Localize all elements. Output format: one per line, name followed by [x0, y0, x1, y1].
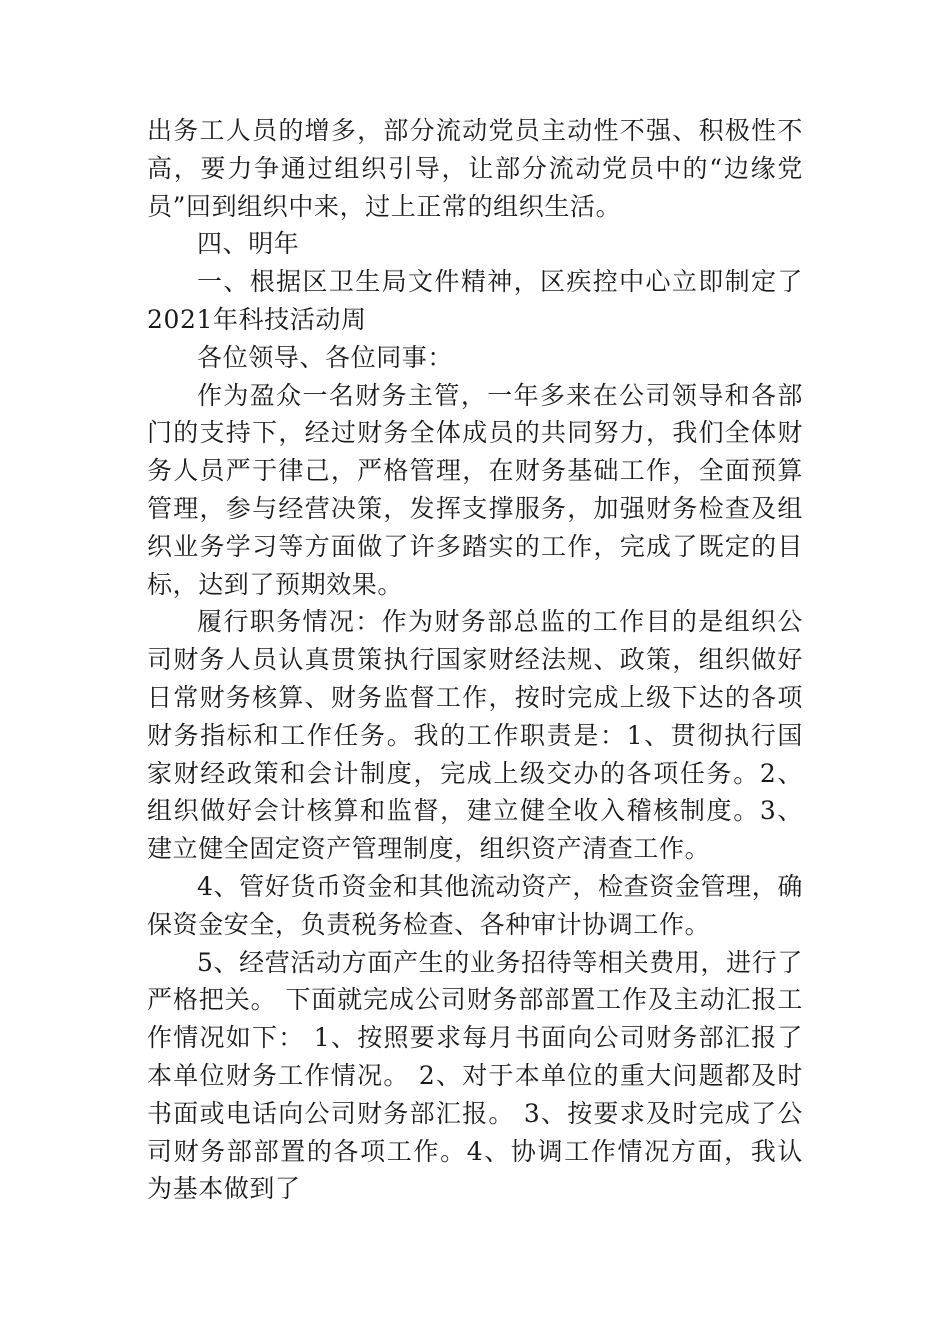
paragraph-4: 各位领导、各位同事： [197, 342, 454, 372]
paragraph-8: 5、经营活动方面产生的业务招待等相关费用，进行了严格把关。 下面就完成公司财务部部置工作及主动汇报工作情况如下： 1、按照要求每月书面向公司财务部汇报了本单位财务工作情况。 2、对于本单位的重大问题都及时书面或电话向公司财务部汇报。 3、按要求及时完成了公司财务部部置的各项工作。4、协调工作情况方面，我认为基本做到了 [147, 947, 803, 1204]
paragraph-1: 出务工人员的增多，部分流动党员主动性不强、积极性不高，要力争通过组织引导，让部分流动党员中的“边缘党员”回到组织中来，过上正常的组织生活。 [147, 116, 803, 221]
paragraph-7: 4、管好货币资金和其他流动资产，检查资金管理，确保资金安全，负责税务检查、各种审计协调工作。 [147, 871, 803, 939]
paragraph-6: 履行职务情况：作为财务部总监的工作目的是组织公司财务人员认真贯策执行国家财经法规、政策，组织做好日常财务核算、财务监督工作，按时完成上级下达的各项财务指标和工作任务。我的工作职责是：1、贯彻执行国家财经政策和会计制度，完成上级交办的各项任务。2、组织做好会计核算和监督，建立健全收入稽核制度。3、建立健全固定资产管理制度，组织资产清查工作。 [147, 607, 803, 864]
paragraph-2: 四、明年 [197, 229, 300, 259]
paragraph-5: 作为盈众一名财务主管，一年多来在公司领导和各部门的支持下，经过财务全体成员的共同努力，我们全体财务人员严于律己，严格管理，在财务基础工作，全面预算管理，参与经营决策，发挥支撑服务，加强财务检查及组织业务学习等方面做了许多踏实的工作，完成了既定的目标，达到了预期效果。 [147, 380, 803, 599]
document-body [147, 112, 803, 1208]
paragraph-3: 一、根据区卫生局文件精神，区疾控中心立即制定了2021年科技活动周 [147, 267, 803, 334]
